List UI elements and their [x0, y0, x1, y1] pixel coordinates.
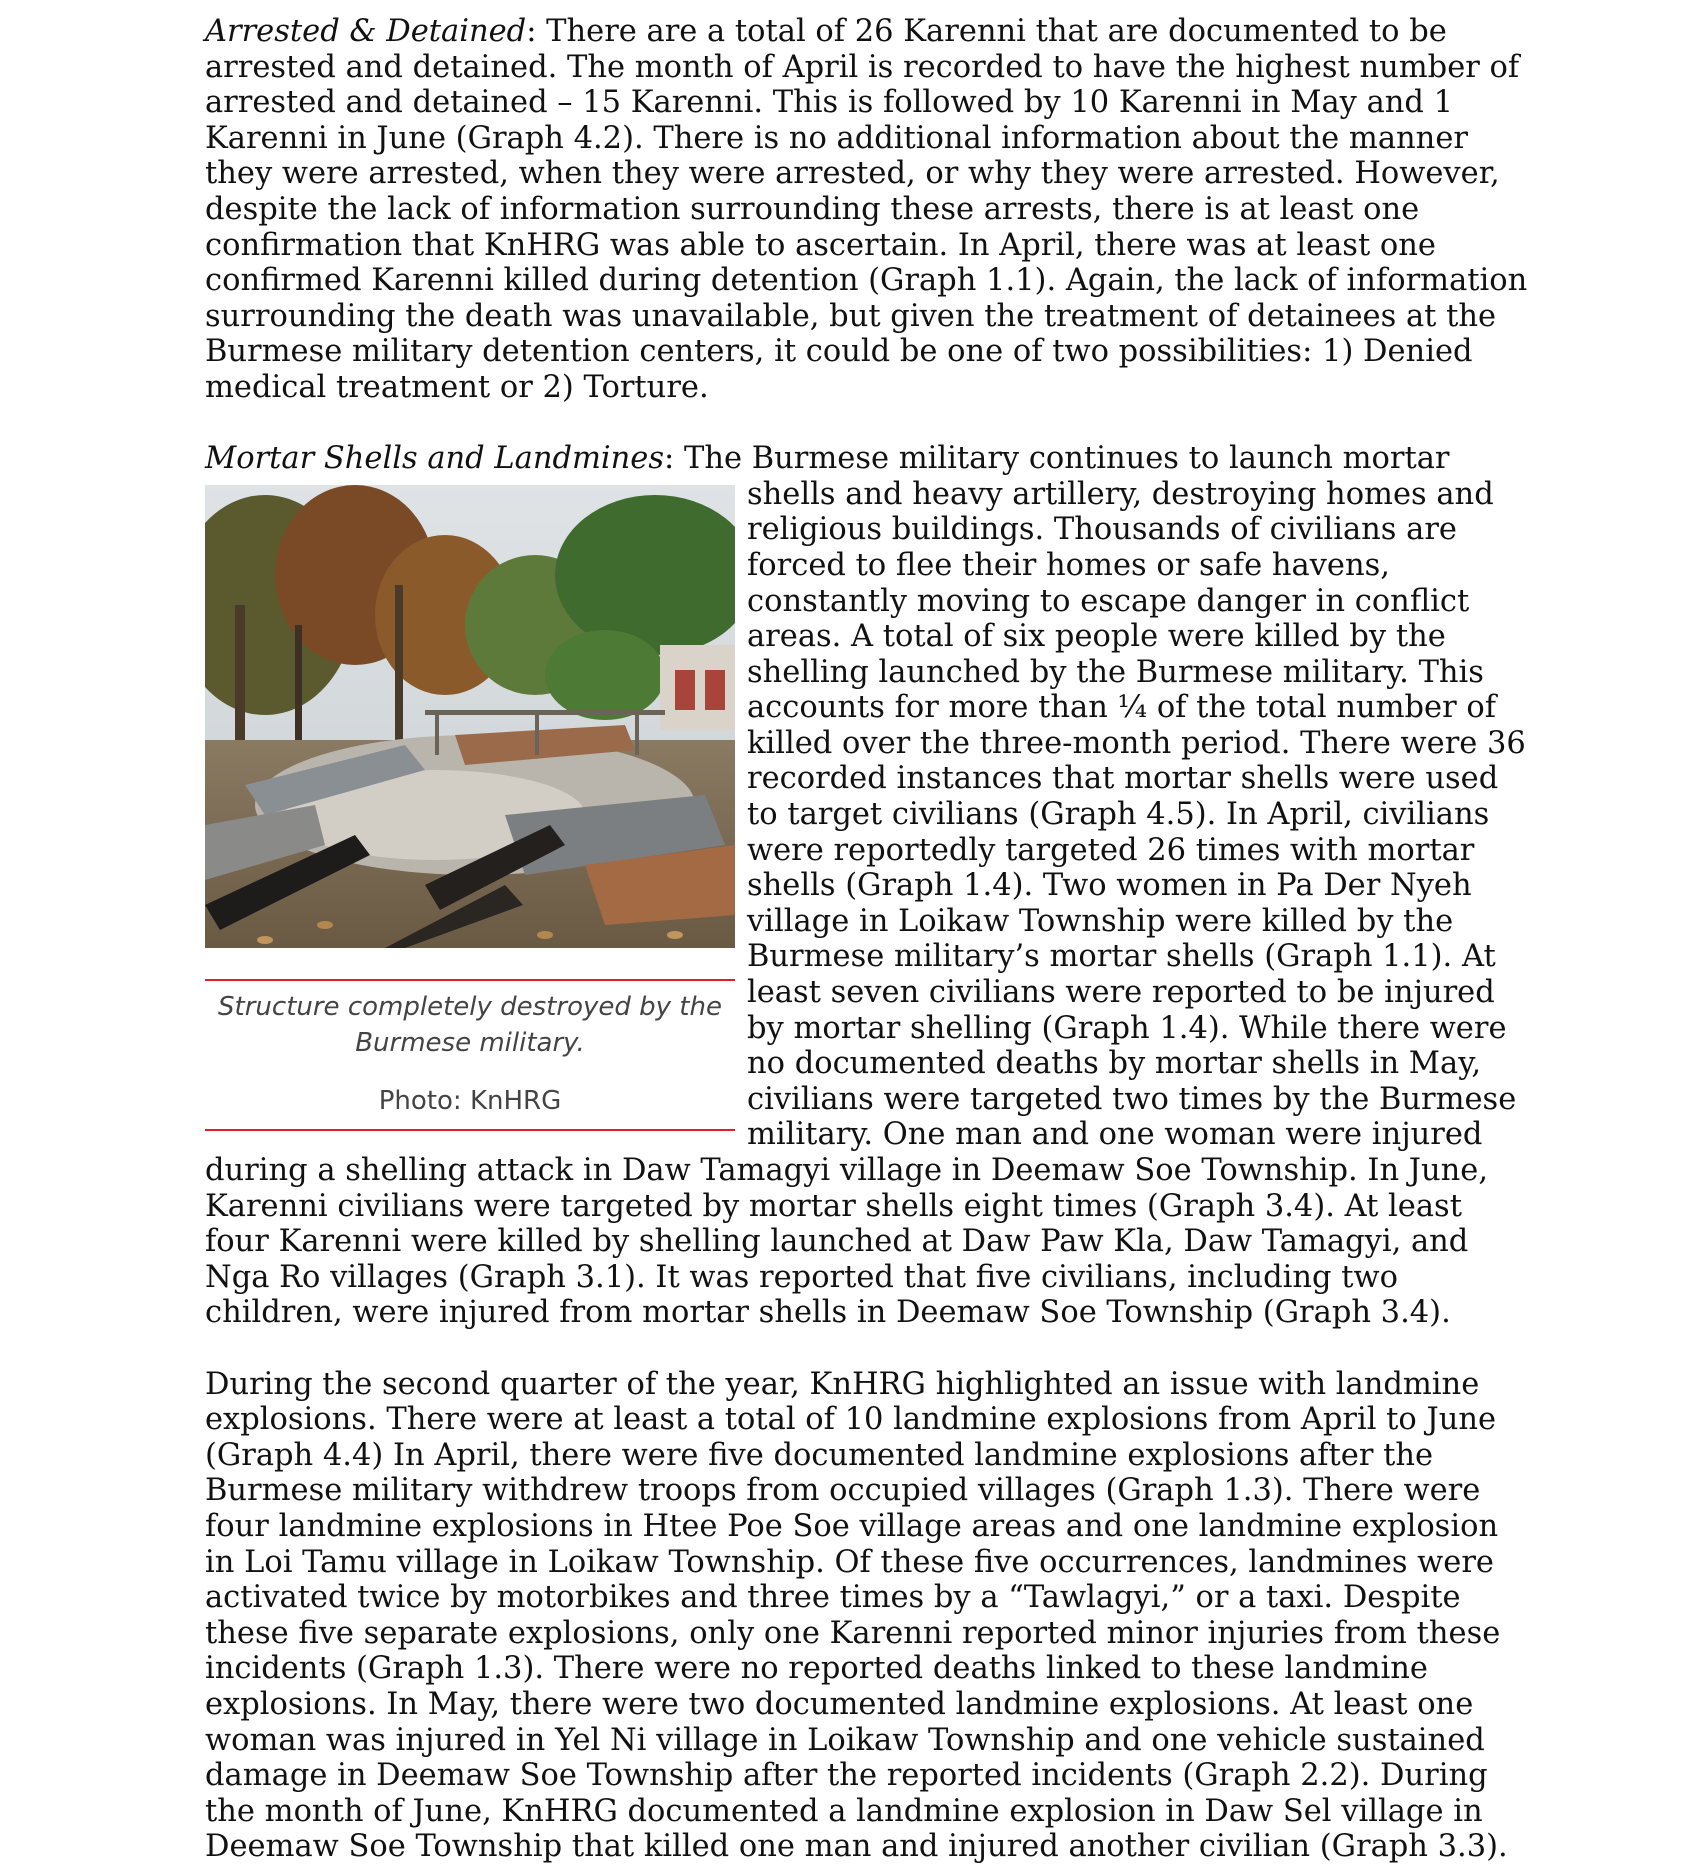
paragraph-arrested-detained	[205, 14, 1535, 406]
paragraph-body-landmines: During the second quarter of the year, KnHRG highlighted an issue with landmine explosions. There were at least a total of 10 landmine explosions from April to June (Graph 4.4) In April, there were five documented landmine explosions after the Burmese military withdrew troops from occupied villages (Graph 1.3). There were four landmine explosions in Htee Poe Soe village areas and one landmine explosion in Loi Tamu village in Loikaw Township. Of these five occurrences, landmines were activated twice by motorbikes and three times by a “Tawlagyi,” or a taxi. Despite these five separate explosions, only one Karenni reported minor injuries from these incidents (Graph 1.3). There were no reported deaths linked to these landmine explosions. In May, there were two documented landmine explosions. At least one woman was injured in Yel Ni village in Loikaw Township and one vehicle sustained damage in Deemaw Soe Township after the reported incidents (Graph 2.2). During the month of June, KnHRG documented a landmine explosion in Daw Sel village in Deemaw Soe Township that killed one man and injured another civilian (Graph 3.3).	[205, 1366, 1508, 1865]
paragraph-lead-arrested-detained: Arrested & Detained	[205, 14, 527, 49]
paragraph-body-mortar-shells-continued: and heavy artillery, destroying homes and religious buildings. Thousands of civilians are forced to flee their homes or safe havens, constantly moving to escape danger in conflict areas. A total of six people were killed by the shelling launched by the Burmese military. This accounts for more than ¼ of the total number of killed over the three-month period. There were 36 recorded instances that mortar shells were used to target civilians (Graph 4.5). In April, civilians were reportedly targeted 26 times with mortar shells (Graph 1.4). Two women in Pa Der Nyeh village in Loikaw Township were killed by the Burmese military’s mortar shells (Graph 1.1). At least seven civilians were reported to be injured by mortar shelling (Graph 1.4). While there were no documented deaths by mortar shells in May, civilians were targeted two times by the Burmese military. One man and one woman were injured during a shelling attack in Daw Tamagyi village in Deemaw Soe Township. In June, Karenni civilians were targeted by mortar shells eight times (Graph 3.4). At least four Karenni were killed by shelling launched at Daw Paw Kla, Daw Tamagyi, and Nga Ro villages (Graph 3.1). It was reported that five civilians, including two children, were injured from mortar shells in Deemaw Soe Township (Graph 3.4).	[205, 476, 1526, 1331]
figure-rule-bottom	[205, 1129, 735, 1131]
figure-credit: Photo: KnHRG	[378, 1085, 562, 1116]
figure-rule-top	[205, 979, 735, 981]
paragraph-landmines	[205, 1367, 1535, 1865]
figure-destroyed-structure	[205, 485, 735, 1131]
document-page	[205, 14, 1535, 1865]
destroyed-structure-photo	[205, 485, 735, 948]
paragraph-body-arrested-detained: : There are a total of 26 Karenni that are documented to be arrested and detained. The month of April is recorded to have the highest number of arrested and detained – 15 Karenni. This is followed by 10 Karenni in May and 1 Karenni in June (Graph 4.2). There is no additional information about the manner they were arrested, when they were arrested, or why they were arrested. However, despite the lack of information surrounding these arrests, there is at least one confirmation that KnHRG was able to ascertain. In April, there was at least one confirmed Karenni killed during detention (Graph 1.1). Again, the lack of information surrounding the death was unavailable, but given the treatment of detainees at the Burmese military detention centers, it could be one of two possibilities: 1) Denied medical treatment or 2) Torture.	[205, 14, 1528, 405]
paragraph-body-mortar-shells: : The Burmese military continues to launch mortar shells	[664, 441, 1450, 512]
figure-caption: Structure completely destroyed by the Burmese military.	[218, 991, 722, 1058]
paragraph-lead-mortar-shells: Mortar Shells and Landmines	[205, 441, 665, 477]
paragraph-mortar-shells	[205, 441, 1535, 1331]
